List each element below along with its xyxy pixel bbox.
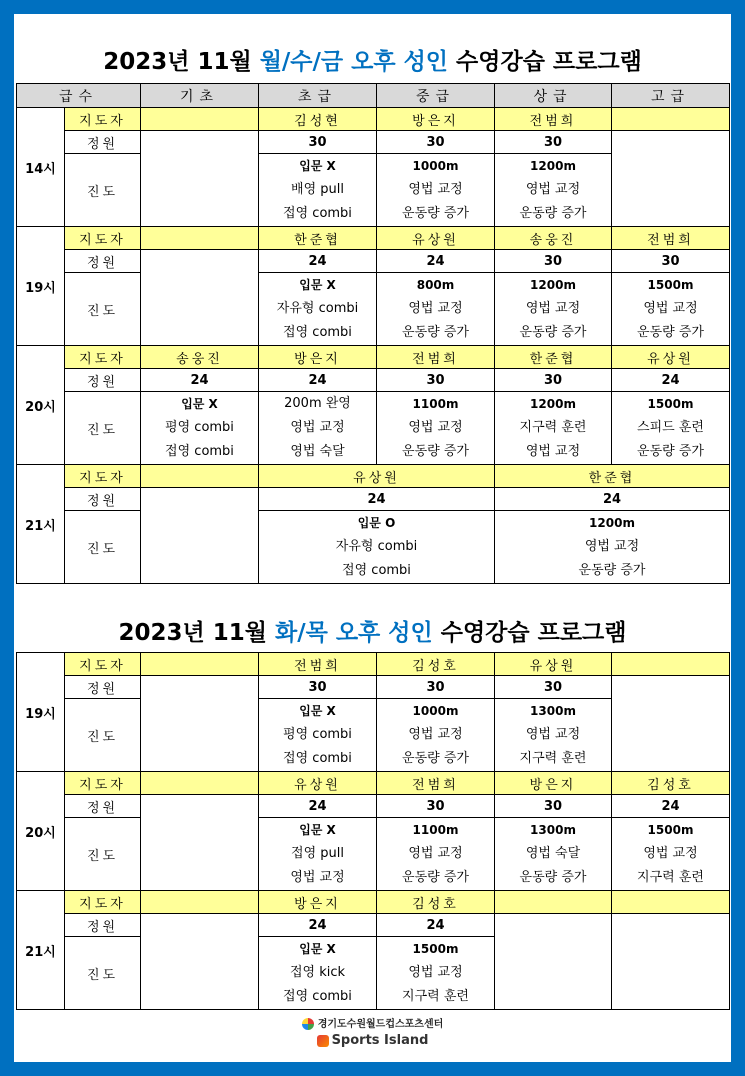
progress-line: 1300m [530,823,576,837]
capacity-cell: 24 [141,369,259,392]
progress-line: 접영 combi [165,444,234,459]
empty-cell [495,914,612,1010]
progress-line: 영법 교정 [525,727,581,742]
progress-line: 800m [416,278,455,292]
progress-line: 운동량 증가 [402,325,469,340]
capacity-label: 정원 [65,914,141,937]
time-slot: 19시 [17,653,65,772]
progress-line: 영법 교정 [290,420,345,435]
instructor-cell [141,772,259,795]
progress-line: 영법 교정 [408,727,463,742]
capacity-row [17,369,730,392]
progress-cell [377,699,495,772]
progress-line: 영법 교정 [408,182,463,197]
instructor-label: 지도자 [65,653,141,676]
instructor-cell: 전범희 [377,346,495,369]
progress-cell [495,699,612,772]
instructor-label: 지도자 [65,108,141,131]
capacity-label: 정원 [65,676,141,699]
instructor-cell: 유상원 [377,227,495,250]
progress-line: 영법 숙달 [290,444,345,459]
instructor-row [17,108,730,131]
instructor-label: 지도자 [65,465,141,488]
capacity-row [17,131,730,154]
capacity-cell: 24 [495,488,730,511]
capacity-row [17,488,730,511]
progress-line: 운동량 증가 [578,563,646,578]
progress-line: 1100m [412,397,459,411]
instructor-row [17,465,730,488]
capacity-cell: 24 [259,795,377,818]
progress-line: 200m 완영 [284,396,351,411]
instructor-cell: 한준협 [495,465,730,488]
progress-cell [495,154,612,227]
capacity-cell: 30 [377,131,495,154]
instructor-cell: 방은지 [259,891,377,914]
progress-line: 1500m [647,823,694,837]
progress-line: 1000m [412,159,459,173]
instructor-row [17,891,730,914]
progress-cell [259,154,377,227]
capacity-cell: 24 [259,369,377,392]
instructor-cell [612,108,730,131]
instructor-cell: 전범희 [612,227,730,250]
progress-cell [259,273,377,346]
instructor-cell [141,891,259,914]
schedule-table-tt [16,652,730,1010]
progress-line: 운동량 증가 [637,444,704,459]
capacity-cell: 24 [377,250,495,273]
footer-logo [16,1018,729,1050]
empty-cell [141,250,259,346]
progress-line: 자유형 combi [335,539,418,554]
progress-line: 입문 X [299,278,336,292]
progress-cell [141,392,259,465]
instructor-row [17,653,730,676]
progress-label: 진도 [65,511,141,584]
empty-cell [141,488,259,584]
empty-cell [612,131,730,227]
progress-cell [612,273,730,346]
time-slot: 21시 [17,891,65,1010]
progress-row [17,273,730,346]
progress-line: 평영 combi [165,420,234,435]
progress-line: 1100m [412,823,459,837]
progress-line: 운동량 증가 [519,870,587,885]
progress-line: 접영 pull [291,846,344,861]
capacity-row [17,250,730,273]
capacity-label: 정원 [65,250,141,273]
progress-line: 지구력 훈련 [519,420,587,435]
level-header: 기초 [141,84,259,108]
instructor-row [17,346,730,369]
instructor-label: 지도자 [65,346,141,369]
progress-line: 입문 X [299,942,336,956]
progress-line: 1500m [647,397,694,411]
progress-cell [377,937,495,1010]
progress-line: 지구력 훈련 [519,751,587,766]
instructor-cell [141,465,259,488]
progress-cell [377,273,495,346]
org-name: 경기도수원월드컵스포츠센터 [317,1019,444,1030]
capacity-cell: 24 [612,369,730,392]
instructor-cell [141,653,259,676]
capacity-label: 정원 [65,131,141,154]
time-slot: 20시 [17,772,65,891]
progress-cell [495,392,612,465]
progress-line: 지구력 훈련 [402,989,469,1004]
progress-row [17,392,730,465]
empty-cell [141,131,259,227]
grade-header: 급수 [17,84,141,108]
emblem-icon [302,1018,314,1030]
instructor-cell: 유상원 [495,653,612,676]
progress-line: 접영 combi [342,563,411,578]
capacity-cell: 24 [612,795,730,818]
progress-line: 접영 kick [289,965,346,980]
progress-label: 진도 [65,273,141,346]
progress-cell [495,818,612,891]
capacity-cell: 30 [259,676,377,699]
progress-line: 영법 교정 [408,965,463,980]
progress-line: 영법 교정 [408,301,463,316]
capacity-label: 정원 [65,795,141,818]
progress-line: 접영 combi [283,206,352,221]
progress-line: 운동량 증가 [402,870,469,885]
progress-line: 접영 combi [283,325,352,340]
capacity-cell: 30 [495,676,612,699]
instructor-cell: 유상원 [259,772,377,795]
progress-cell [495,273,612,346]
progress-line: 운동량 증가 [402,444,469,459]
progress-line: 스피드 훈련 [637,420,704,435]
progress-line: 입문 X [299,159,336,173]
progress-line: 영법 교정 [525,301,581,316]
instructor-cell [612,653,730,676]
instructor-cell: 유상원 [612,346,730,369]
progress-line: 운동량 증가 [519,325,587,340]
instructor-cell: 김성호 [377,891,495,914]
progress-line: 접영 combi [283,751,352,766]
level-header: 초급 [259,84,377,108]
time-slot: 21시 [17,465,65,584]
progress-line: 1000m [412,704,459,718]
instructor-cell: 전범희 [259,653,377,676]
progress-line: 영법 교정 [408,420,463,435]
instructor-cell [141,108,259,131]
instructor-cell [495,891,612,914]
instructor-cell: 김성호 [612,772,730,795]
sports-island-logo-icon [317,1035,329,1047]
progress-line: 입문 X [299,823,336,837]
instructor-cell [141,227,259,250]
progress-line: 입문 X [299,704,336,718]
schedule-table-mwf [16,83,730,584]
instructor-cell: 김성호 [377,653,495,676]
progress-cell [259,937,377,1010]
instructor-cell: 유상원 [259,465,495,488]
progress-line: 영법 교정 [525,444,581,459]
capacity-row [17,914,730,937]
header-row [17,84,730,108]
progress-cell [377,818,495,891]
progress-line: 1500m [647,278,694,292]
progress-cell [612,818,730,891]
level-header: 중급 [377,84,495,108]
empty-cell [612,914,730,1010]
progress-row [17,818,730,891]
instructor-label: 지도자 [65,891,141,914]
capacity-cell: 24 [377,914,495,937]
capacity-cell: 30 [612,250,730,273]
progress-label: 진도 [65,937,141,1010]
capacity-label: 정원 [65,369,141,392]
progress-line: 1200m [589,516,635,530]
capacity-cell: 24 [259,488,495,511]
progress-line: 영법 교정 [584,539,640,554]
instructor-row [17,772,730,795]
progress-line: 영법 교정 [525,182,581,197]
capacity-cell: 30 [495,131,612,154]
time-slot: 20시 [17,346,65,465]
capacity-cell: 30 [495,250,612,273]
progress-cell [259,699,377,772]
empty-cell [141,676,259,772]
capacity-cell: 30 [377,369,495,392]
title-tt: 2023년 11월 화/목 오후 성인 수영강습 프로그램 [118,620,627,646]
progress-line: 영법 교정 [643,301,698,316]
capacity-cell: 24 [259,914,377,937]
progress-line: 1200m [530,278,576,292]
progress-line: 1200m [530,397,576,411]
progress-cell [259,511,495,584]
empty-cell [141,914,259,1010]
progress-cell [259,392,377,465]
capacity-cell: 24 [259,250,377,273]
progress-line: 운동량 증가 [402,206,469,221]
progress-cell [377,154,495,227]
progress-line: 운동량 증가 [519,206,587,221]
title-mwf: 2023년 11월 월/수/금 오후 성인 수영강습 프로그램 [103,49,642,75]
progress-line: 자유형 combi [276,301,359,316]
progress-line: 운동량 증가 [402,751,469,766]
progress-cell [495,511,730,584]
capacity-cell: 30 [377,676,495,699]
empty-cell [141,795,259,891]
progress-line: 접영 combi [283,989,352,1004]
instructor-label: 지도자 [65,772,141,795]
progress-label: 진도 [65,699,141,772]
capacity-row [17,676,730,699]
progress-line: 영법 교정 [290,870,345,885]
instructor-cell: 전범희 [495,108,612,131]
progress-row [17,511,730,584]
capacity-cell: 30 [495,369,612,392]
progress-cell [377,392,495,465]
instructor-cell [612,891,730,914]
instructor-cell: 방은지 [377,108,495,131]
empty-cell [612,676,730,772]
instructor-cell: 송웅진 [141,346,259,369]
instructor-cell: 송웅진 [495,227,612,250]
time-slot: 14시 [17,108,65,227]
instructor-cell: 방은지 [495,772,612,795]
progress-line: 평영 combi [283,727,352,742]
instructor-cell: 김성현 [259,108,377,131]
instructor-cell: 한준협 [259,227,377,250]
progress-line: 1500m [412,942,459,956]
progress-label: 진도 [65,392,141,465]
progress-cell [259,818,377,891]
capacity-cell: 30 [377,795,495,818]
brand-name: Sports Island [331,1033,429,1048]
progress-line: 영법 교정 [408,846,463,861]
progress-line: 영법 숙달 [525,846,581,861]
progress-line: 1300m [530,704,576,718]
level-header: 고급 [612,84,730,108]
progress-label: 진도 [65,154,141,227]
level-header: 상급 [495,84,612,108]
instructor-cell: 전범희 [377,772,495,795]
capacity-row [17,795,730,818]
capacity-cell: 30 [495,795,612,818]
progress-line: 운동량 증가 [637,325,704,340]
instructor-row [17,227,730,250]
capacity-label: 정원 [65,488,141,511]
progress-line: 입문 O [357,516,396,530]
progress-line: 지구력 훈련 [637,870,704,885]
progress-line: 영법 교정 [643,846,698,861]
progress-label: 진도 [65,818,141,891]
content [16,16,729,1060]
instructor-cell: 방은지 [259,346,377,369]
capacity-cell: 30 [259,131,377,154]
progress-cell [612,392,730,465]
progress-line: 1200m [530,159,576,173]
time-slot: 19시 [17,227,65,346]
instructor-label: 지도자 [65,227,141,250]
progress-line: 입문 X [181,397,218,411]
progress-line: 배영 pull [291,182,344,197]
instructor-cell: 한준협 [495,346,612,369]
